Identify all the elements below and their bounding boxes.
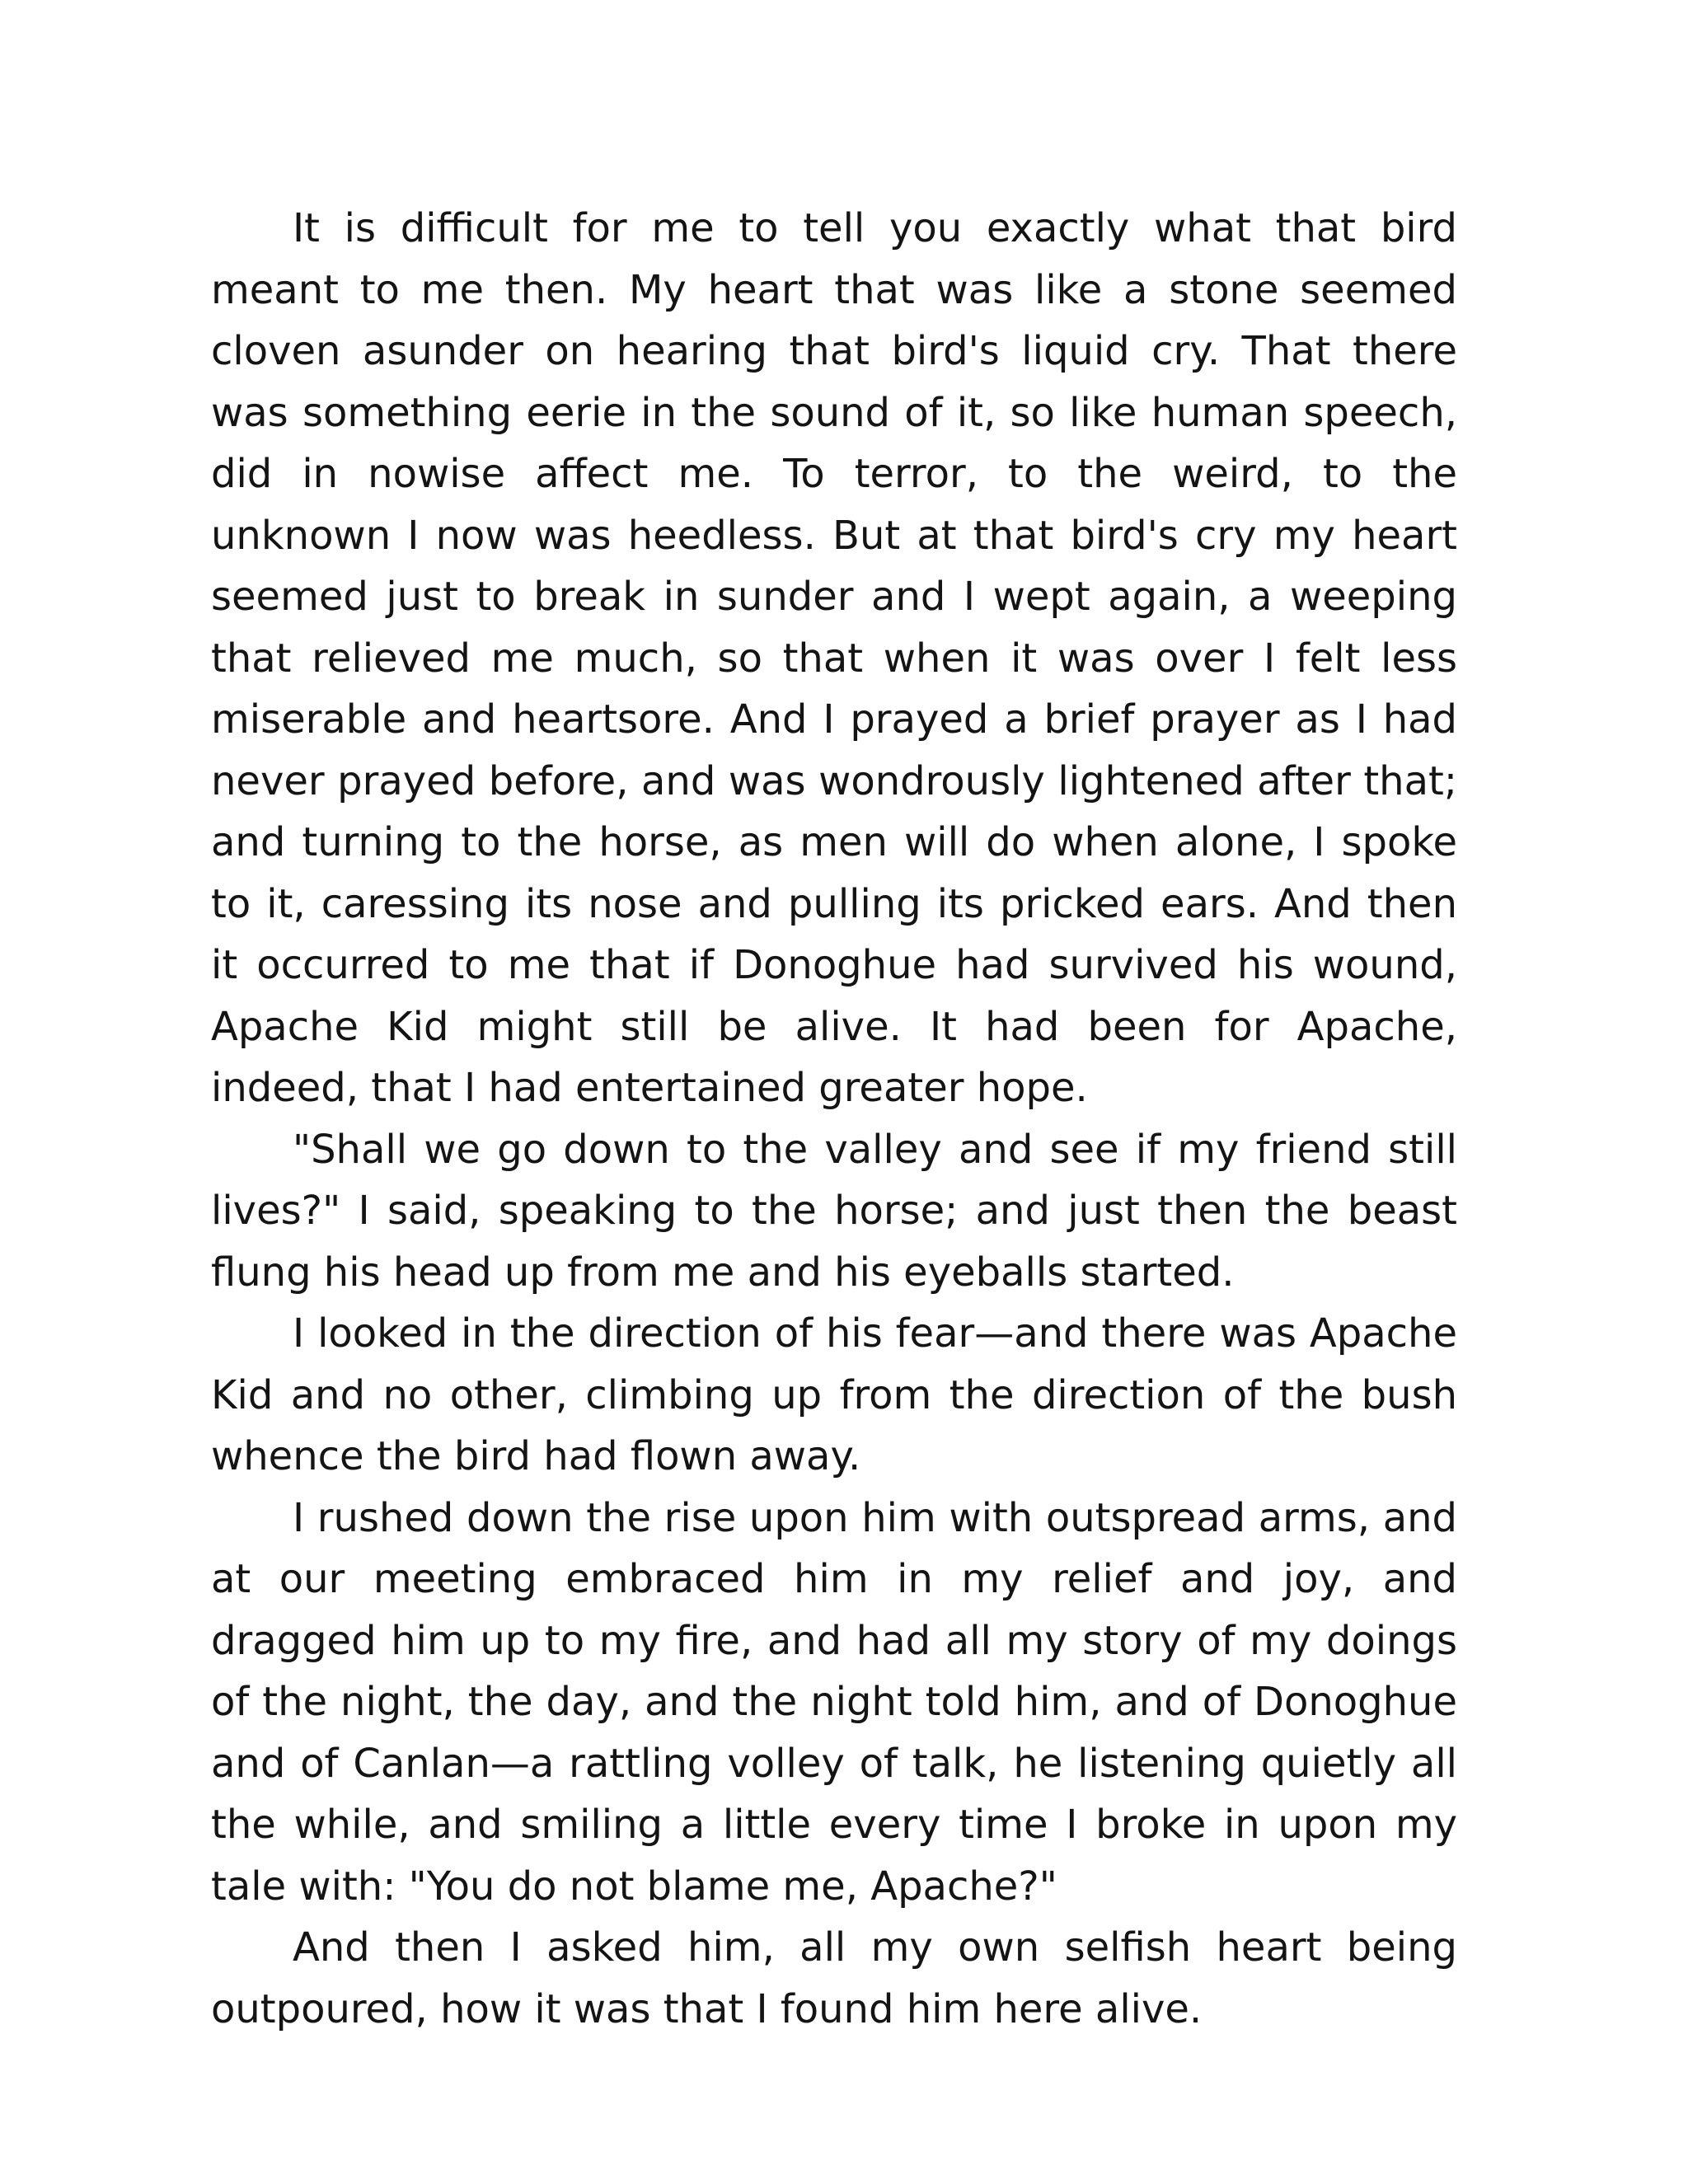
paragraph: "Shall we go down to the valley and see if my friend still lives?" I said, speaking to the horse; and just then the beast flung his head up from me and his eyeballs started. [211,1126,1457,1296]
body-text [211,198,1457,2040]
paragraph: I looked in the direction of his fear—and there was Apache Kid and no other, climbing up from the direction of the bush whence the bird had flown away. [211,1310,1457,1479]
paragraph: It is difficult for me to tell you exactly what that bird meant to me then. My heart that was like a stone seemed cloven asunder on hearing that bird's liquid cry. That there was something eerie in the sound of it, so like human speech, did in nowise affect me. To terror, to the weird, to the unknown I now was heedless. But at that bird's cry my heart seemed just to break in sunder and I wept again, a weeping that relieved me much, so that when it was over I felt less miserable and heartsore. And I prayed a brief prayer as I had never prayed before, and was wondrously lightened after that; and turning to the horse, as men will do when alone, I spoke to it, caressing its nose and pulling its pricked ears. And then it occurred to me that if Donoghue had survived his wound, Apache Kid might still be alive. It had been for Apache, indeed, that I had entertained greater hope. [211,205,1457,1111]
paragraph: I rushed down the rise upon him with outspread arms, and at our meeting embraced him in my relief and joy, and dragged him up to my fire, and had all my story of my doings of the night, the day, and the night told him, and of Donoghue and of Canlan—a rattling volley of talk, he listening quietly all the while, and smiling a little every time I broke in upon my tale with: "You do not blame me, Apache?" [211,1494,1457,1910]
paragraph: And then I asked him, all my own selfish heart being outpoured, how it was that I found him here alive. [211,1924,1457,2032]
